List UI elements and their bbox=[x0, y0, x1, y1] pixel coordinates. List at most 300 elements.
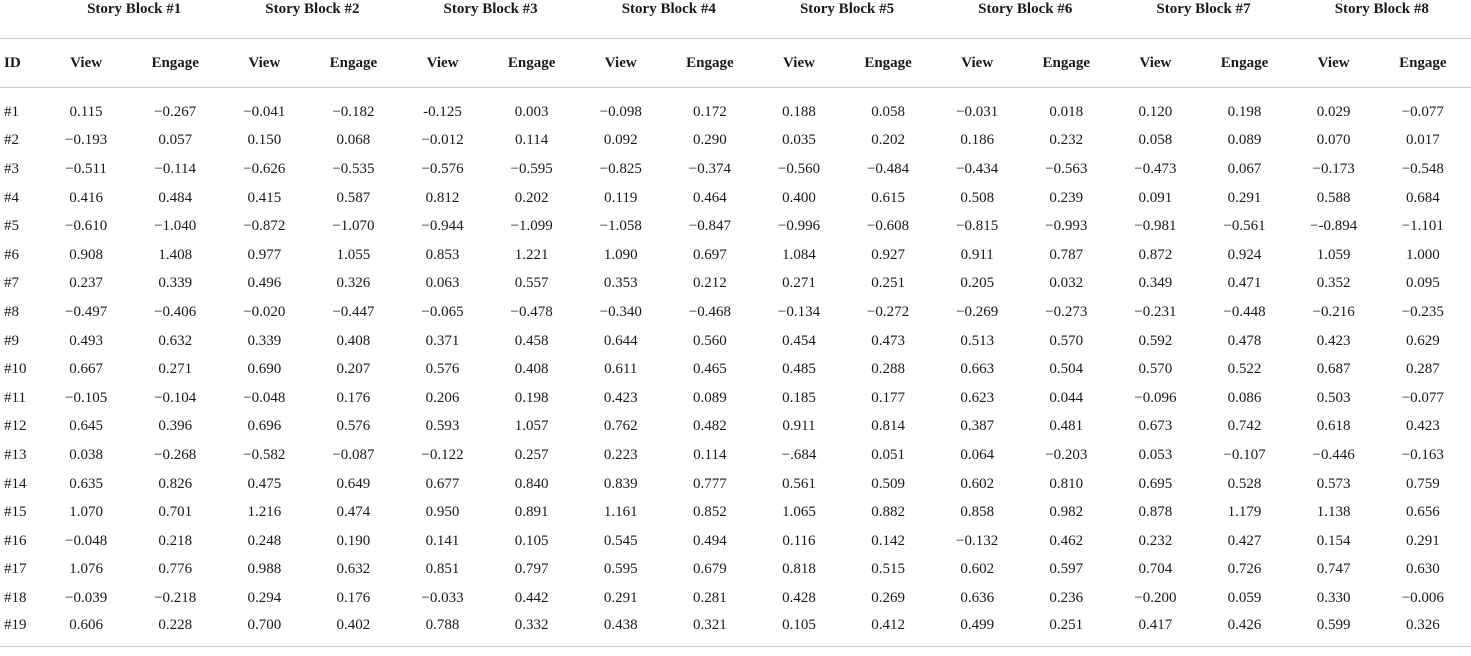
engage-value-cell: 0.412 bbox=[840, 613, 936, 647]
view-column-header: View bbox=[758, 39, 840, 88]
engage-value-cell: 0.198 bbox=[514, 389, 549, 406]
view-value-cell: −0.098 bbox=[599, 103, 642, 120]
engage-value-cell: 0.482 bbox=[692, 418, 727, 435]
engage-value-cell: 0.587 bbox=[336, 189, 371, 206]
engage-value-cell: 0.494 bbox=[692, 532, 727, 549]
view-value-cell: 0.618 bbox=[1316, 418, 1351, 435]
view-value-cell: 0.053 bbox=[1138, 446, 1173, 463]
view-value-cell: 0.503 bbox=[1316, 389, 1351, 406]
table-row bbox=[0, 241, 1471, 270]
engage-value-cell: 0.840 bbox=[514, 475, 549, 492]
view-value-cell: −0.434 bbox=[956, 160, 999, 177]
view-value-cell: −0.041 bbox=[243, 103, 286, 120]
view-value-cell: 0.599 bbox=[1293, 613, 1375, 647]
row-id-cell: #7 bbox=[4, 275, 19, 292]
view-value-cell: 0.644 bbox=[603, 332, 638, 349]
table-row bbox=[0, 270, 1471, 299]
engage-value-cell: 0.281 bbox=[692, 589, 727, 606]
engage-value-cell: −1.101 bbox=[1401, 218, 1444, 235]
engage-value-cell: 0.251 bbox=[871, 275, 905, 292]
row-id-cell: #1 bbox=[4, 103, 19, 120]
view-value-cell: 0.499 bbox=[936, 613, 1018, 647]
view-column-header: View bbox=[1114, 39, 1196, 88]
table-row bbox=[0, 384, 1471, 413]
engage-value-cell: −0.548 bbox=[1401, 160, 1444, 177]
engage-value-cell: 0.059 bbox=[1227, 589, 1262, 606]
engage-value-cell: −0.272 bbox=[866, 303, 910, 320]
story-block-4-header: Story Block #4 bbox=[580, 0, 758, 39]
view-value-cell: 0.115 bbox=[69, 103, 103, 120]
view-value-cell: −0.511 bbox=[65, 160, 107, 177]
engage-value-cell: 0.557 bbox=[514, 275, 549, 292]
engage-value-cell: −0.104 bbox=[154, 389, 197, 406]
engage-value-cell: 0.232 bbox=[1049, 132, 1084, 149]
view-value-cell: −0.173 bbox=[1312, 160, 1355, 177]
view-value-cell: 0.058 bbox=[1138, 132, 1173, 149]
row-id-cell: #9 bbox=[4, 332, 19, 349]
engage-column-header: Engage bbox=[662, 39, 758, 88]
engage-value-cell: −0.114 bbox=[154, 160, 197, 177]
engage-value-cell: 0.522 bbox=[1227, 361, 1262, 378]
view-value-cell: 0.812 bbox=[425, 189, 460, 206]
view-column-header: View bbox=[401, 39, 483, 88]
engage-value-cell: −0.077 bbox=[1401, 103, 1444, 120]
view-value-cell: −0.020 bbox=[243, 303, 286, 320]
view-value-cell: 0.186 bbox=[960, 132, 995, 149]
row-id-cell: #3 bbox=[4, 160, 19, 177]
row-id-cell: #15 bbox=[4, 504, 27, 521]
engage-value-cell: 0.597 bbox=[1049, 561, 1084, 578]
engage-value-cell: 0.114 bbox=[693, 446, 727, 463]
engage-value-cell: 0.326 bbox=[1375, 613, 1471, 647]
view-value-cell: 1.216 bbox=[247, 504, 282, 521]
view-value-cell: 0.508 bbox=[960, 189, 995, 206]
engage-value-cell: −0.006 bbox=[1401, 589, 1444, 606]
view-value-cell: −0.065 bbox=[421, 303, 464, 320]
view-value-cell: 0.371 bbox=[425, 332, 460, 349]
engage-value-cell: −0.993 bbox=[1045, 218, 1088, 235]
engage-value-cell: 0.057 bbox=[158, 132, 193, 149]
engage-value-cell: −0.087 bbox=[332, 446, 375, 463]
view-value-cell: 0.485 bbox=[782, 361, 816, 378]
view-column-header: View bbox=[1293, 39, 1375, 88]
view-value-cell: 0.839 bbox=[603, 475, 638, 492]
view-value-cell: −0.944 bbox=[421, 218, 464, 235]
engage-value-cell: −0.163 bbox=[1401, 446, 1444, 463]
engage-value-cell: 0.067 bbox=[1227, 160, 1262, 177]
view-value-cell: 0.387 bbox=[960, 418, 995, 435]
engage-value-cell: 1.000 bbox=[1405, 246, 1440, 263]
view-value-cell: −.684 bbox=[781, 446, 817, 463]
engage-value-cell: 0.576 bbox=[336, 418, 371, 435]
engage-value-cell: 1.179 bbox=[1227, 504, 1262, 521]
table-row bbox=[0, 527, 1471, 556]
view-value-cell: 1.065 bbox=[782, 504, 816, 521]
engage-value-cell: 0.515 bbox=[871, 561, 905, 578]
engage-value-cell: 0.089 bbox=[1227, 132, 1262, 149]
view-value-cell: −0.497 bbox=[64, 303, 108, 320]
view-value-cell: 0.592 bbox=[1138, 332, 1173, 349]
view-value-cell: −0.815 bbox=[956, 218, 999, 235]
engage-value-cell: 0.701 bbox=[158, 504, 193, 521]
engage-value-cell: 0.172 bbox=[692, 103, 727, 120]
header-spacer bbox=[0, 0, 45, 39]
engage-value-cell: 0.471 bbox=[1227, 275, 1262, 292]
view-value-cell: −0.473 bbox=[1134, 160, 1177, 177]
view-value-cell: 0.602 bbox=[960, 561, 995, 578]
table-row bbox=[0, 498, 1471, 527]
engage-value-cell: −0.374 bbox=[688, 160, 731, 177]
view-value-cell: 0.908 bbox=[69, 246, 103, 263]
view-value-cell: −0.216 bbox=[1312, 303, 1355, 320]
view-value-cell: −0.132 bbox=[956, 532, 999, 549]
engage-value-cell: −0.267 bbox=[154, 103, 197, 120]
row-id-cell: #12 bbox=[4, 418, 27, 435]
row-id-cell: #14 bbox=[4, 475, 27, 492]
view-value-cell: 0.595 bbox=[603, 561, 638, 578]
view-value-cell: −0.122 bbox=[421, 446, 464, 463]
view-value-cell: 0.150 bbox=[247, 132, 282, 149]
view-value-cell: 0.977 bbox=[247, 246, 282, 263]
engage-value-cell: 0.236 bbox=[1049, 589, 1084, 606]
view-value-cell: 0.593 bbox=[425, 418, 460, 435]
engage-value-cell: 1.408 bbox=[158, 246, 193, 263]
engage-value-cell: −0.478 bbox=[510, 303, 553, 320]
engage-value-cell: 0.271 bbox=[158, 361, 193, 378]
engage-value-cell: 0.458 bbox=[514, 332, 549, 349]
engage-value-cell: 0.396 bbox=[158, 418, 193, 435]
engage-value-cell: 0.202 bbox=[514, 189, 549, 206]
view-value-cell: 0.454 bbox=[782, 332, 816, 349]
engage-value-cell: 1.057 bbox=[514, 418, 549, 435]
engage-value-cell: 0.462 bbox=[1049, 532, 1084, 549]
engage-value-cell: 0.560 bbox=[692, 332, 727, 349]
engage-value-cell: 0.742 bbox=[1227, 418, 1262, 435]
view-value-cell: −0.193 bbox=[64, 132, 108, 149]
view-value-cell: 0.988 bbox=[247, 561, 282, 578]
engage-value-cell: 0.086 bbox=[1227, 389, 1262, 406]
view-value-cell: 0.696 bbox=[247, 418, 282, 435]
engage-value-cell: 0.442 bbox=[514, 589, 549, 606]
engage-value-cell: 0.679 bbox=[692, 561, 727, 578]
engage-value-cell: 0.426 bbox=[1196, 613, 1292, 647]
view-value-cell: −0.033 bbox=[421, 589, 464, 606]
view-value-cell: −0.200 bbox=[1134, 589, 1177, 606]
engage-value-cell: 0.321 bbox=[662, 613, 758, 647]
view-value-cell: 0.636 bbox=[960, 589, 995, 606]
column-header-row bbox=[0, 39, 1471, 88]
row-id-cell: #19 bbox=[0, 613, 45, 647]
engage-value-cell: 0.474 bbox=[336, 504, 371, 521]
row-id-cell: #17 bbox=[4, 561, 27, 578]
view-value-cell: −0.981 bbox=[1134, 218, 1177, 235]
row-id-cell: #18 bbox=[4, 589, 27, 606]
engage-value-cell: 0.684 bbox=[1405, 189, 1440, 206]
view-value-cell: −0.048 bbox=[64, 532, 108, 549]
view-value-cell: 0.223 bbox=[603, 446, 638, 463]
view-value-cell: 0.330 bbox=[1316, 589, 1351, 606]
view-column-header: View bbox=[936, 39, 1018, 88]
engage-value-cell: 0.251 bbox=[1018, 613, 1114, 647]
engage-value-cell: 1.221 bbox=[514, 246, 549, 263]
engage-value-cell: 0.269 bbox=[871, 589, 905, 606]
view-value-cell: −0.231 bbox=[1134, 303, 1177, 320]
engage-value-cell: 0.176 bbox=[336, 389, 371, 406]
view-value-cell: 0.029 bbox=[1316, 103, 1351, 120]
view-value-cell: 0.623 bbox=[960, 389, 995, 406]
view-value-cell: 0.119 bbox=[604, 189, 638, 206]
view-value-cell: 0.206 bbox=[425, 389, 460, 406]
engage-value-cell: −0.563 bbox=[1045, 160, 1088, 177]
view-value-cell: 0.271 bbox=[782, 275, 816, 292]
engage-value-cell: 0.826 bbox=[158, 475, 193, 492]
view-column-header: View bbox=[580, 39, 662, 88]
story-block-1-header: Story Block #1 bbox=[45, 0, 223, 39]
engage-value-cell: −1.040 bbox=[154, 218, 197, 235]
engage-value-cell: 0.291 bbox=[1405, 532, 1440, 549]
row-id-cell: #4 bbox=[4, 189, 19, 206]
table-row bbox=[0, 556, 1471, 585]
block-header-row bbox=[0, 0, 1471, 39]
engage-value-cell: 0.464 bbox=[692, 189, 727, 206]
engage-value-cell: −0.561 bbox=[1223, 218, 1266, 235]
engage-value-cell: −0.406 bbox=[154, 303, 197, 320]
view-value-cell: 0.602 bbox=[960, 475, 995, 492]
table-row bbox=[0, 298, 1471, 327]
view-value-cell: 0.645 bbox=[69, 418, 103, 435]
engage-value-cell: 0.814 bbox=[871, 418, 905, 435]
view-value-cell: −0.096 bbox=[1134, 389, 1177, 406]
engage-value-cell: 0.924 bbox=[1227, 246, 1262, 263]
view-value-cell: −0.610 bbox=[64, 218, 108, 235]
view-value-cell: 0.695 bbox=[1138, 475, 1173, 492]
table-body bbox=[0, 88, 1471, 647]
engage-column-header: Engage bbox=[484, 39, 580, 88]
view-value-cell: 0.561 bbox=[782, 475, 816, 492]
engage-value-cell: −0.235 bbox=[1401, 303, 1444, 320]
view-value-cell: 0.188 bbox=[782, 103, 816, 120]
view-value-cell: 0.573 bbox=[1316, 475, 1351, 492]
row-id-cell: #5 bbox=[4, 218, 19, 235]
view-value-cell: 1.090 bbox=[603, 246, 638, 263]
engage-value-cell: 0.003 bbox=[514, 103, 549, 120]
engage-value-cell: 0.630 bbox=[1405, 561, 1440, 578]
engage-value-cell: 0.058 bbox=[871, 103, 905, 120]
engage-value-cell: 0.207 bbox=[336, 361, 371, 378]
engage-value-cell: 0.176 bbox=[336, 589, 371, 606]
engage-value-cell: 0.212 bbox=[692, 275, 727, 292]
engage-value-cell: 0.291 bbox=[1227, 189, 1262, 206]
view-value-cell: 0.576 bbox=[425, 361, 460, 378]
view-value-cell: −0.105 bbox=[64, 389, 108, 406]
view-value-cell: 0.416 bbox=[69, 189, 103, 206]
view-value-cell: −0.134 bbox=[777, 303, 821, 320]
view-value-cell: 0.700 bbox=[223, 613, 305, 647]
engage-value-cell: 0.481 bbox=[1049, 418, 1084, 435]
engage-value-cell: −0.107 bbox=[1223, 446, 1266, 463]
view-value-cell: 0.667 bbox=[69, 361, 103, 378]
engage-value-cell: 0.776 bbox=[158, 561, 193, 578]
view-value-cell: 1.076 bbox=[69, 561, 103, 578]
view-value-cell: 0.690 bbox=[247, 361, 282, 378]
view-value-cell: 0.070 bbox=[1316, 132, 1351, 149]
engage-column-header: Engage bbox=[305, 39, 401, 88]
engage-value-cell: 0.326 bbox=[336, 275, 371, 292]
engage-value-cell: 0.891 bbox=[514, 504, 549, 521]
engage-value-cell: 0.465 bbox=[692, 361, 727, 378]
view-value-cell: 0.747 bbox=[1316, 561, 1351, 578]
view-value-cell: 0.116 bbox=[782, 532, 816, 549]
engage-value-cell: 0.190 bbox=[336, 532, 371, 549]
engage-value-cell: 0.142 bbox=[871, 532, 905, 549]
view-value-cell: 0.496 bbox=[247, 275, 282, 292]
table-row bbox=[0, 98, 1471, 127]
engage-value-cell: 0.649 bbox=[336, 475, 371, 492]
view-value-cell: 0.291 bbox=[603, 589, 638, 606]
engage-value-cell: 0.402 bbox=[305, 613, 401, 647]
view-value-cell: 0.851 bbox=[425, 561, 460, 578]
engage-value-cell: 0.408 bbox=[336, 332, 371, 349]
view-column-header: View bbox=[45, 39, 127, 88]
view-value-cell: 0.063 bbox=[425, 275, 460, 292]
view-value-cell: −0.012 bbox=[421, 132, 464, 149]
view-value-cell: 0.853 bbox=[425, 246, 460, 263]
engage-value-cell: 0.228 bbox=[127, 613, 223, 647]
view-value-cell: −0.031 bbox=[956, 103, 999, 120]
engage-value-cell: 0.051 bbox=[871, 446, 905, 463]
row-id-cell: #13 bbox=[4, 446, 27, 463]
table-row bbox=[0, 584, 1471, 613]
engage-value-cell: −0.203 bbox=[1045, 446, 1088, 463]
view-value-cell: −0.576 bbox=[421, 160, 464, 177]
engage-value-cell: 0.777 bbox=[692, 475, 727, 492]
engage-column-header: Engage bbox=[1196, 39, 1292, 88]
engage-value-cell: 0.656 bbox=[1405, 504, 1440, 521]
row-id-cell: #8 bbox=[4, 303, 19, 320]
engage-value-cell: 0.473 bbox=[871, 332, 905, 349]
engage-value-cell: 0.105 bbox=[514, 532, 549, 549]
engage-value-cell: 0.427 bbox=[1227, 532, 1262, 549]
engage-value-cell: 0.882 bbox=[871, 504, 905, 521]
view-value-cell: 0.423 bbox=[603, 389, 638, 406]
story-block-2-header: Story Block #2 bbox=[223, 0, 401, 39]
view-value-cell: 1.138 bbox=[1316, 504, 1351, 521]
engage-value-cell: 0.177 bbox=[871, 389, 905, 406]
engage-value-cell: 0.095 bbox=[1405, 275, 1440, 292]
view-value-cell: 0.858 bbox=[960, 504, 995, 521]
view-value-cell: 0.205 bbox=[960, 275, 995, 292]
engage-value-cell: 0.509 bbox=[871, 475, 905, 492]
engage-value-cell: −0.273 bbox=[1045, 303, 1088, 320]
view-value-cell: 1.084 bbox=[782, 246, 816, 263]
engage-value-cell: 0.089 bbox=[692, 389, 727, 406]
table-row bbox=[0, 413, 1471, 442]
view-value-cell: 0.232 bbox=[1138, 532, 1173, 549]
view-value-cell: 0.064 bbox=[960, 446, 995, 463]
view-value-cell: 0.353 bbox=[603, 275, 638, 292]
view-value-cell: 0.911 bbox=[782, 418, 816, 435]
view-value-cell: 0.105 bbox=[758, 613, 840, 647]
engage-value-cell: 0.339 bbox=[158, 275, 193, 292]
view-value-cell: 0.237 bbox=[69, 275, 103, 292]
view-value-cell: −0.996 bbox=[777, 218, 821, 235]
view-value-cell: 0.423 bbox=[1316, 332, 1351, 349]
engage-value-cell: 0.239 bbox=[1049, 189, 1084, 206]
view-value-cell: 0.294 bbox=[247, 589, 282, 606]
engage-value-cell: 0.982 bbox=[1049, 504, 1084, 521]
engage-value-cell: 0.528 bbox=[1227, 475, 1262, 492]
engage-value-cell: 0.759 bbox=[1405, 475, 1440, 492]
view-value-cell: 0.438 bbox=[580, 613, 662, 647]
engage-value-cell: 0.697 bbox=[692, 246, 727, 263]
engage-value-cell: 0.032 bbox=[1049, 275, 1084, 292]
story-block-8-header: Story Block #8 bbox=[1293, 0, 1471, 39]
view-value-cell: 0.878 bbox=[1138, 504, 1173, 521]
table-row bbox=[0, 470, 1471, 499]
view-value-cell: 0.475 bbox=[247, 475, 282, 492]
view-value-cell: 0.428 bbox=[782, 589, 816, 606]
engage-value-cell: 1.055 bbox=[336, 246, 371, 263]
engage-value-cell: 0.570 bbox=[1049, 332, 1084, 349]
engage-value-cell: 0.288 bbox=[871, 361, 905, 378]
table-row bbox=[0, 327, 1471, 356]
engage-value-cell: −0.447 bbox=[332, 303, 375, 320]
view-value-cell: 0.400 bbox=[782, 189, 816, 206]
view-value-cell: −0.269 bbox=[956, 303, 999, 320]
engage-value-cell: 0.504 bbox=[1049, 361, 1084, 378]
view-value-cell: 0.120 bbox=[1138, 103, 1173, 120]
engage-value-cell: 0.332 bbox=[484, 613, 580, 647]
view-value-cell: 0.352 bbox=[1316, 275, 1351, 292]
engage-value-cell: 0.017 bbox=[1405, 132, 1440, 149]
engage-value-cell: 0.787 bbox=[1049, 246, 1084, 263]
engage-value-cell: −0.595 bbox=[510, 160, 553, 177]
view-value-cell: 0.762 bbox=[603, 418, 638, 435]
view-value-cell: 0.091 bbox=[1138, 189, 1173, 206]
view-value-cell: 0.493 bbox=[69, 332, 103, 349]
view-value-cell: −0.560 bbox=[777, 160, 821, 177]
view-value-cell: 0.606 bbox=[45, 613, 127, 647]
engage-value-cell: 0.202 bbox=[871, 132, 905, 149]
view-value-cell: −0.039 bbox=[64, 589, 108, 606]
view-value-cell: −0.446 bbox=[1312, 446, 1355, 463]
id-column-header: ID bbox=[0, 39, 45, 88]
engage-value-cell: −0.847 bbox=[688, 218, 731, 235]
story-block-7-header: Story Block #7 bbox=[1114, 0, 1292, 39]
engage-value-cell: 0.632 bbox=[336, 561, 371, 578]
view-value-cell: −0.825 bbox=[599, 160, 642, 177]
engage-value-cell: −0.608 bbox=[866, 218, 910, 235]
engage-value-cell: 0.810 bbox=[1049, 475, 1084, 492]
view-value-cell: −0.626 bbox=[243, 160, 286, 177]
engage-value-cell: 0.290 bbox=[692, 132, 727, 149]
engage-value-cell: 0.632 bbox=[158, 332, 193, 349]
row-id-cell: #16 bbox=[4, 532, 27, 549]
spacer-row bbox=[0, 88, 1471, 99]
row-id-cell: #2 bbox=[4, 132, 19, 149]
engage-value-cell: 0.478 bbox=[1227, 332, 1262, 349]
view-value-cell: 0.687 bbox=[1316, 361, 1351, 378]
view-value-cell: 0.339 bbox=[247, 332, 282, 349]
view-value-cell: 0.950 bbox=[425, 504, 460, 521]
engage-value-cell: 0.257 bbox=[514, 446, 549, 463]
engage-value-cell: −0.448 bbox=[1223, 303, 1266, 320]
engage-value-cell: 0.852 bbox=[692, 504, 727, 521]
view-column-header: View bbox=[223, 39, 305, 88]
view-value-cell: 0.788 bbox=[401, 613, 483, 647]
engage-value-cell: 0.423 bbox=[1405, 418, 1440, 435]
engage-value-cell: 0.198 bbox=[1227, 103, 1262, 120]
